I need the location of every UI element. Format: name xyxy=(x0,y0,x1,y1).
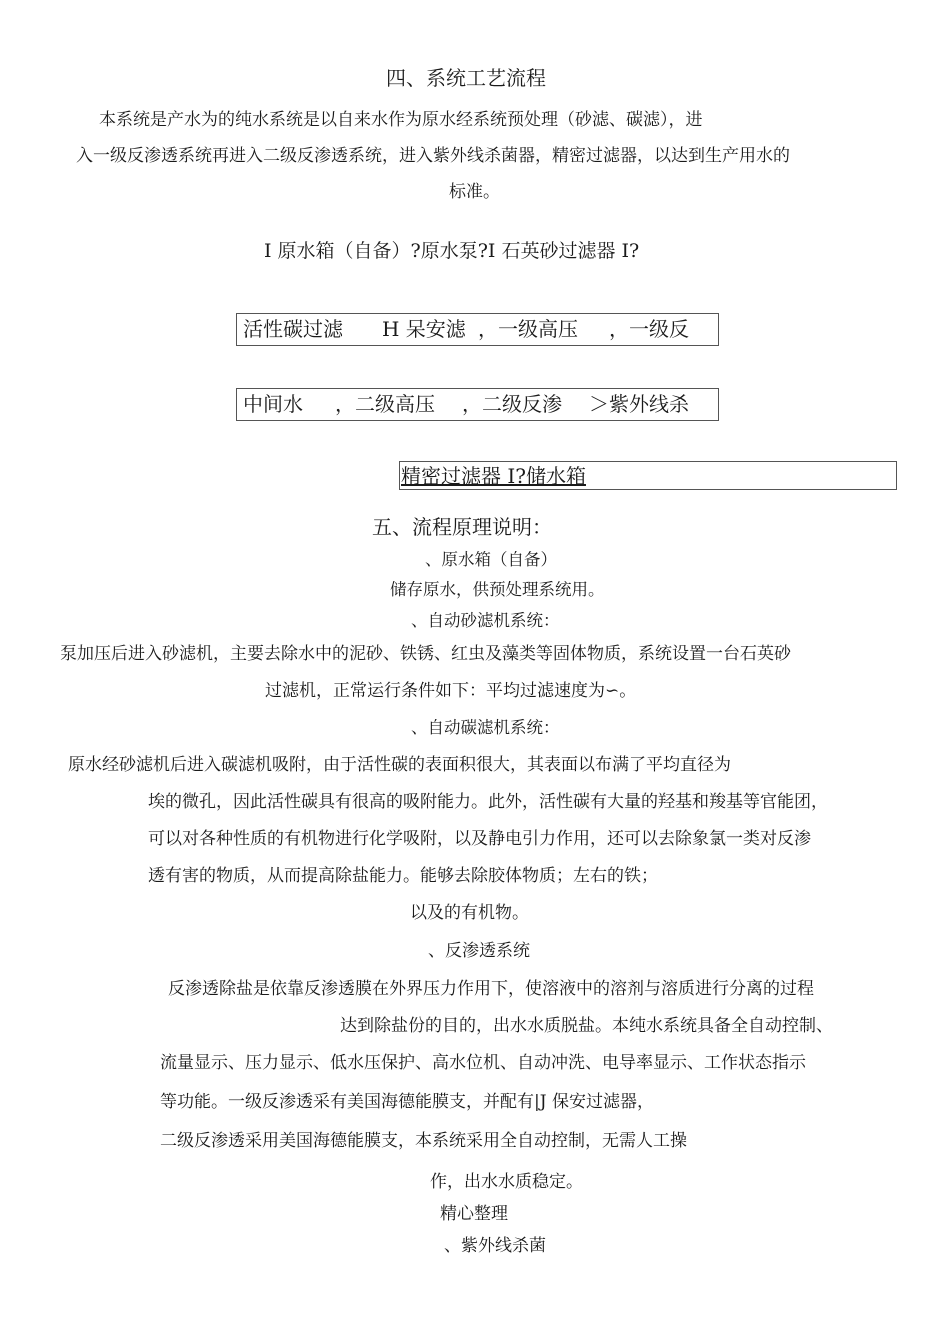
section4-intro-line2: 入一级反渗透系统再进入二级反渗透系统，进入紫外线杀菌器，精密过滤器，以达到生产用水的 xyxy=(76,146,790,166)
flow-box2-middle-tank: 中间水 xyxy=(243,392,303,416)
section4-title: 四、系统工艺流程 xyxy=(386,66,546,90)
flow-box2-stage2-ro: ，二级反渗 xyxy=(462,392,562,416)
section4-intro-line1: 本系统是产水为的纯水系统是以自来水作为原水经系统预处理（砂滤、碳滤），进 xyxy=(99,110,703,130)
paragraph-carbon-line5: 以及的有机物。 xyxy=(410,903,529,923)
heading-carbon-filter: 、自动碳滤机系统： xyxy=(411,718,560,737)
heading-reverse-osmosis: 、反渗透系统 xyxy=(428,941,530,961)
flow-box1 xyxy=(236,313,719,346)
flow-box3-text: 精密过滤器 I?储水箱 xyxy=(401,464,586,488)
flow-box2 xyxy=(236,388,719,421)
flow-box1-security-filter: H 呆安滤 xyxy=(382,317,466,341)
paragraph-carbon-line3: 可以对各种性质的有机物进行化学吸附，以及静电引力作用，还可以去除象氯一类对反渗 xyxy=(148,829,811,849)
section5-title: 五、流程原理说明： xyxy=(372,515,552,539)
heading-uv-sterilizer: 、紫外线杀菌 xyxy=(444,1236,546,1256)
paragraph-ro-line2: 达到除盐份的目的，出水水质脱盐。本纯水系统具备全自动控制、 xyxy=(340,1016,833,1036)
paragraph-ro-line1: 反渗透除盐是依靠反渗透膜在外界压力作用下，使溶液中的溶剂与溶质进行分离的过程 xyxy=(168,979,814,999)
flow-box1-stage1-pump: ，一级高压 xyxy=(478,317,578,341)
paragraph-ro-line5: 二级反渗透采用美国海德能膜支，本系统采用全自动控制，无需人工操 xyxy=(160,1131,687,1151)
flow-box1-carbon-filter: 活性碳过滤 xyxy=(243,317,343,341)
flow-box2-stage2-pump: ，二级高压 xyxy=(335,392,435,416)
paragraph-ro-line4: 等功能。一级反渗透采有美国海德能膜支，并配有|J 保安过滤器， xyxy=(160,1092,654,1112)
paragraph-sand-line2: 过滤机，正常运行条件如下：平均过滤速度为∽。 xyxy=(265,681,637,701)
footer-note: 精心整理 xyxy=(440,1204,508,1224)
flow-line1: I 原水箱（自备）?原水泵?I 石英砂过滤器 I? xyxy=(264,240,640,262)
paragraph-carbon-line4: 透有害的物质，从而提高除盐能力。能够去除胶体物质；左右的铁； xyxy=(148,866,658,886)
heading-raw-tank: 、原水箱（自备） xyxy=(425,550,557,569)
flow-box2-uv: ＞紫外线杀 xyxy=(589,392,689,416)
paragraph-carbon-line2: 埃的微孔，因此活性碳具有很高的吸附能力。此外，活性碳有大量的羟基和羧基等官能团， xyxy=(148,792,828,812)
paragraph-raw-tank: 储存原水，供预处理系统用。 xyxy=(390,580,605,599)
section4-intro-line3: 标准。 xyxy=(449,182,500,202)
paragraph-ro-line3: 流量显示、压力显示、低水压保护、高水位机、自动冲洗、电导率显示、工作状态指示 xyxy=(160,1053,806,1073)
heading-sand-filter: 、自动砂滤机系统： xyxy=(411,611,560,630)
flow-box1-stage1-ro: ，一级反 xyxy=(609,317,689,341)
paragraph-sand-line1: 泵加压后进入砂滤机，主要去除水中的泥砂、铁锈、红虫及藻类等固体物质，系统设置一台石英砂 xyxy=(60,644,791,664)
flow-box3 xyxy=(399,461,897,490)
paragraph-ro-line6: 作，出水水质稳定。 xyxy=(430,1172,583,1192)
paragraph-carbon-line1: 原水经砂滤机后进入碳滤机吸附，由于活性碳的表面积很大，其表面以布满了平均直径为 xyxy=(68,755,731,775)
